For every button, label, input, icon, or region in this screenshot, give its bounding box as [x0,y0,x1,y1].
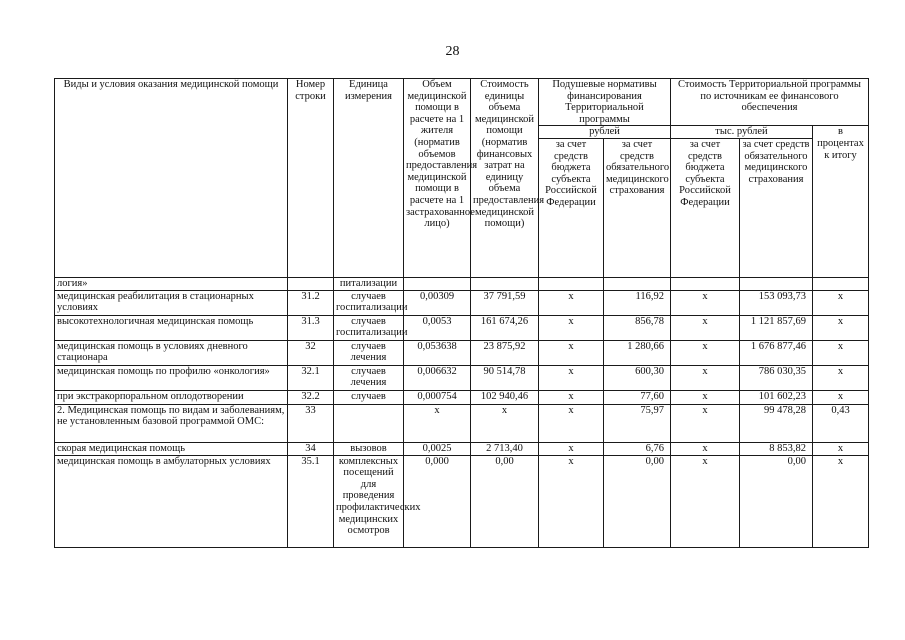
row-tp-budget: x [671,340,740,365]
table-row [55,315,869,340]
header-cost-program: Стоимость Территориальной программы по источникам ее финансового обеспечения [671,79,869,126]
table-row [55,365,869,390]
header-cost: Стоимость единицы объема медицинской помощи (норматив финансовых затрат на единицу объема предоставления медицинской помощи) [471,79,539,278]
row-name: медицинская помощь в условиях дневного стационара [55,340,288,365]
row-volume: 0,053638 [404,340,471,365]
table-row [55,455,869,547]
row-pc-oms: 0,00 [604,455,671,547]
row-tp-oms: 8 853,82 [740,442,813,455]
row-volume [404,277,471,290]
row-tp-oms: 1 121 857,69 [740,315,813,340]
row-unit: случаев госпитализации [334,290,404,315]
row-name: медицинская реабилитация в стационарных условиях [55,290,288,315]
row-name: медицинская помощь в амбулаторных условиях [55,455,288,547]
row-cost: 102 940,46 [471,390,539,404]
row-percent: x [813,455,869,547]
row-cost [471,277,539,290]
row-percent: x [813,340,869,365]
row-number [288,277,334,290]
row-pc-budget: x [539,404,604,442]
header-tp-oms: за счет средств обязательного медицинского страхования [740,138,813,277]
row-number: 32.1 [288,365,334,390]
row-number: 31.2 [288,290,334,315]
row-cost: 0,00 [471,455,539,547]
header-pc-budget: за счет средств бюджета субъекта Российской Федерации [539,138,604,277]
row-percent: x [813,365,869,390]
row-volume: x [404,404,471,442]
header-row-number: Номер строки [288,79,334,278]
row-pc-budget: x [539,455,604,547]
row-name: 2. Медицинская помощь по видам и заболеваниям, не установленным базовой программой ОМС: [55,404,288,442]
row-percent: x [813,390,869,404]
row-percent: 0,43 [813,404,869,442]
row-tp-budget: x [671,365,740,390]
row-pc-oms: 77,60 [604,390,671,404]
row-cost: 23 875,92 [471,340,539,365]
row-tp-budget [671,277,740,290]
row-tp-budget: x [671,390,740,404]
row-tp-oms: 101 602,23 [740,390,813,404]
row-unit: случаев [334,390,404,404]
header-volume: Объем медицинской помощи в расчете на 1 жителя (норматив объемов предоставления медицинской помощи в расчете на 1 застрахованное лицо) [404,79,471,278]
row-pc-oms: 116,92 [604,290,671,315]
row-number: 34 [288,442,334,455]
row-cost: 2 713,40 [471,442,539,455]
row-volume: 0,006632 [404,365,471,390]
row-cost: 161 674,26 [471,315,539,340]
row-cost: x [471,404,539,442]
row-pc-oms: 1 280,66 [604,340,671,365]
row-unit: случаев лечения [334,340,404,365]
row-percent: x [813,315,869,340]
row-name: при экстракорпоральном оплодотворении [55,390,288,404]
row-pc-budget: x [539,365,604,390]
row-unit: случаев госпитализации [334,315,404,340]
row-number: 33 [288,404,334,442]
row-pc-oms: 6,76 [604,442,671,455]
row-tp-oms: 786 030,35 [740,365,813,390]
row-name: логия» [55,277,288,290]
header-per-capita: Подушевые нормативы финансирования Территориальной программы [539,79,671,126]
table-row [55,340,869,365]
row-percent: x [813,442,869,455]
row-tp-oms [740,277,813,290]
header-types: Виды и условия оказания медицинской помощи [55,79,288,278]
header-percent: в процентах к итогу [813,126,869,278]
row-name: медицинская помощь по профилю «онкология» [55,365,288,390]
table-row [55,277,869,290]
header-per-capita-unit: рублей [539,126,671,139]
row-percent: x [813,290,869,315]
row-cost: 90 514,78 [471,365,539,390]
table-row [55,404,869,442]
medical-care-table [54,78,869,548]
row-tp-budget: x [671,455,740,547]
row-number: 32.2 [288,390,334,404]
row-tp-oms: 153 093,73 [740,290,813,315]
row-pc-budget [539,277,604,290]
row-pc-budget: x [539,390,604,404]
row-number: 31.3 [288,315,334,340]
row-number: 32 [288,340,334,365]
row-tp-oms: 99 478,28 [740,404,813,442]
row-tp-budget: x [671,442,740,455]
row-pc-budget: x [539,442,604,455]
row-unit [334,404,404,442]
row-tp-oms: 1 676 877,46 [740,340,813,365]
row-number: 35.1 [288,455,334,547]
row-tp-budget: x [671,404,740,442]
table-row [55,442,869,455]
row-pc-budget: x [539,315,604,340]
row-unit: комплексных посещений для проведения профилактических медицинских осмотров [334,455,404,547]
row-unit: питализации [334,277,404,290]
page-number: 28 [445,44,460,59]
row-pc-oms: 600,30 [604,365,671,390]
table-row [55,290,869,315]
row-pc-oms [604,277,671,290]
row-volume: 0,000754 [404,390,471,404]
header-pc-oms: за счет средств обязательного медицинского страхования [604,138,671,277]
row-pc-budget: x [539,290,604,315]
row-unit: вызовов [334,442,404,455]
row-pc-oms: 856,78 [604,315,671,340]
row-volume: 0,00309 [404,290,471,315]
row-volume: 0,000 [404,455,471,547]
row-unit: случаев лечения [334,365,404,390]
row-tp-oms: 0,00 [740,455,813,547]
row-volume: 0,0025 [404,442,471,455]
row-volume: 0,0053 [404,315,471,340]
row-cost: 37 791,59 [471,290,539,315]
row-name: высокотехнологичная медицинская помощь [55,315,288,340]
table-row [55,390,869,404]
row-tp-budget: x [671,315,740,340]
row-pc-budget: x [539,340,604,365]
header-unit: Единица измерения [334,79,404,278]
row-name: скорая медицинская помощь [55,442,288,455]
header-cost-unit: тыс. рублей [671,126,813,139]
header-tp-budget: за счет средств бюджета субъекта Российской Федерации [671,138,740,277]
row-percent [813,277,869,290]
row-pc-oms: 75,97 [604,404,671,442]
row-tp-budget: x [671,290,740,315]
